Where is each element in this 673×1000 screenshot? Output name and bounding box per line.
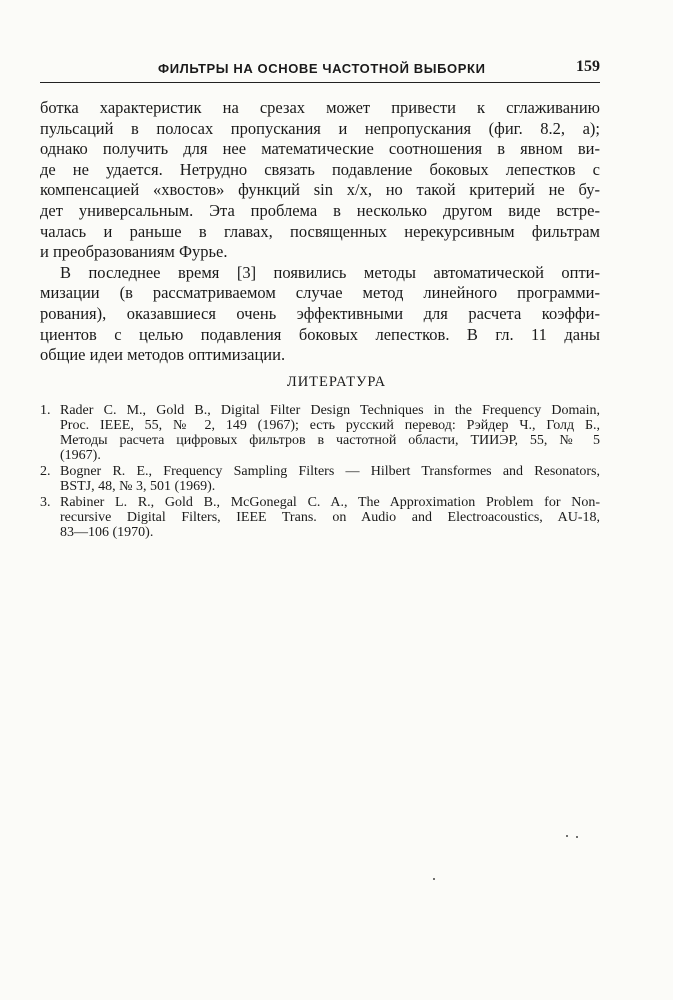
reference-number: 2. — [40, 464, 51, 479]
reference-item — [40, 464, 600, 494]
text-line: мизации (в рассматриваемом случае метод линейного программи- — [40, 283, 600, 303]
reference-line: Proc. IEEE, 55, № 2, 149 (1967); есть русский перевод: Рэйдер Ч., Голд Б., — [60, 418, 600, 433]
text-line: общие идеи методов оптимизации. — [40, 345, 286, 365]
reference-number: 1. — [40, 403, 51, 418]
references-list — [40, 403, 600, 541]
reference-item — [40, 495, 600, 540]
text-line: компенсацией «хвостов» функций sin x/x, но такой критерий не бу- — [40, 180, 600, 200]
text-line: и преобразованиям Фурье. — [40, 242, 228, 262]
reference-number: 3. — [40, 495, 51, 510]
page-number: 159 — [576, 58, 600, 75]
running-header-title: ФИЛЬТРЫ НА ОСНОВЕ ЧАСТОТНОЙ ВЫБОРКИ — [158, 61, 486, 76]
reference-line: BSTJ, 48, № 3, 501 (1969). — [60, 479, 216, 494]
reference-line: 83—106 (1970). — [60, 525, 154, 540]
print-speck — [433, 878, 435, 880]
text-line: В последнее время [3] появились методы автоматической опти- — [60, 262, 600, 282]
running-header — [40, 58, 600, 83]
reference-item — [40, 403, 600, 463]
text-line: циентов с целью подавления боковых лепестков. В гл. 11 даны — [40, 324, 600, 344]
body-text — [40, 98, 600, 366]
reference-line: Методы расчета цифровых фильтров в частотной области, ТИИЭР, 55, № 5 — [60, 433, 600, 448]
reference-line: (1967). — [60, 448, 101, 463]
paragraph-2 — [40, 263, 600, 366]
print-speck — [576, 836, 578, 838]
references-title: ЛИТЕРАТУРА — [286, 374, 387, 390]
text-line: де не удается. Нетрудно связать подавление боковых лепестков с — [40, 159, 600, 179]
reference-line: Bogner R. E., Frequency Sampling Filters — Hilbert Transformes and Resonators, — [60, 464, 600, 479]
text-line: чалась и раньше в главах, посвященных нерекурсивным фильтрам — [40, 221, 600, 241]
paragraph-1 — [40, 98, 600, 263]
reference-line: Rabiner L. R., Gold B., McGonegal C. A., The Approximation Problem for Non- — [60, 495, 600, 510]
reference-line: recursive Digital Filters, IEEE Trans. on Audio and Electroacoustics, AU-18, — [60, 510, 600, 525]
text-line: ботка характеристик на срезах может привести к сглаживанию — [40, 98, 600, 117]
reference-line: Rader C. M., Gold B., Digital Filter Design Techniques in the Frequency Domain, — [60, 403, 600, 418]
text-line: рования), оказавшиеся очень эффективными для расчета коэффи- — [40, 303, 600, 323]
text-line: однако получить для нее математические соотношения в явном ви- — [40, 139, 600, 159]
print-speck — [566, 835, 568, 837]
text-line: дет универсальным. Эта проблема в несколько другом виде встре- — [40, 200, 600, 220]
text-line: пульсаций в полосах пропускания и непропускания (фиг. 8.2, а); — [40, 118, 600, 138]
